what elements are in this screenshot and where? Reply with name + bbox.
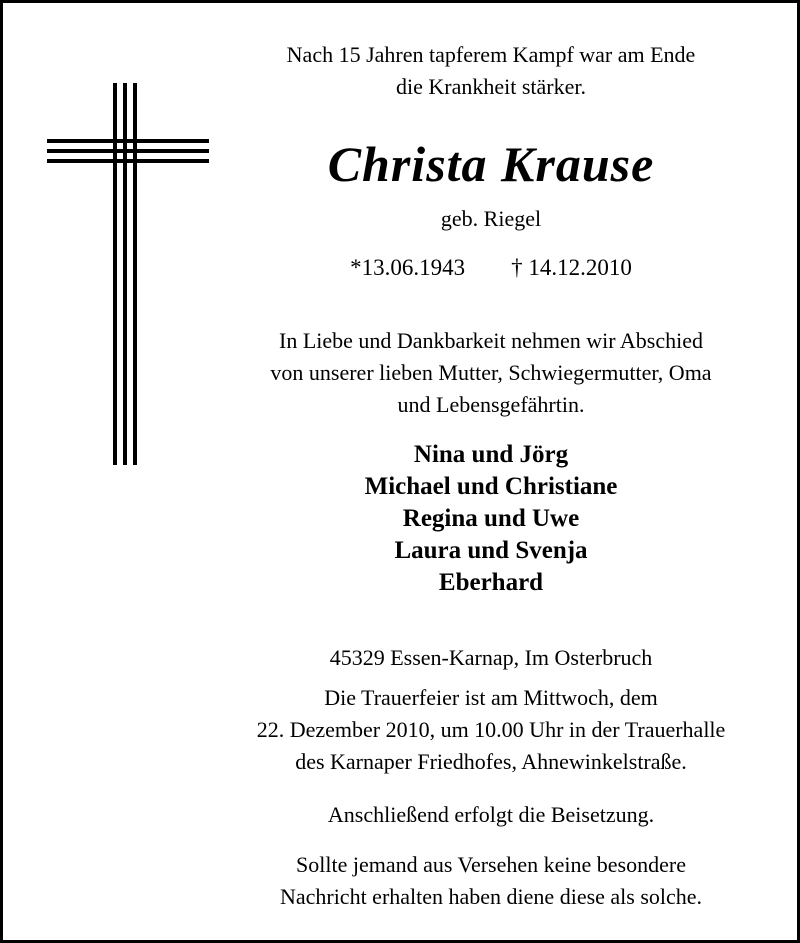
cross-icon [47,83,209,465]
deceased-name: Christa Krause [327,136,655,192]
intro-line: die Krankheit stärker. [396,74,586,99]
mourner: Michael und Christiane [364,473,618,500]
farewell-line: und Lebensgefährtin. [397,392,585,417]
birth-date: *13.06.1943 [350,255,466,280]
service-line: 22. Dezember 2010, um 10.00 Uhr in der Trauerhalle [256,717,726,742]
family-address: 45329 Essen-Karnap, Im Osterbruch [329,645,653,670]
mourners-list [191,439,791,599]
mourner: Nina und Jörg [413,441,569,468]
intro-text [191,39,791,103]
service-line: Die Trauerfeier ist am Mittwoch, dem [324,685,658,710]
service-line: des Karnaper Friedhofes, Ahnewinkelstraße. [295,749,687,774]
farewell-line: In Liebe und Dankbarkeit nehmen wir Abschied [279,328,703,353]
notification-note [191,849,791,913]
farewell-line: von unserer lieben Mutter, Schwiegermutter, Oma [270,360,712,385]
service-info [191,682,791,778]
death-date: † 14.12.2010 [511,255,632,280]
burial-info: Anschließend erfolgt die Beisetzung. [327,802,655,827]
mourner: Regina und Uwe [402,505,580,532]
life-dates [191,252,791,284]
note-line: Sollte jemand aus Versehen keine besondere [296,852,686,877]
mourner: Eberhard [438,569,544,596]
note-line: Nachricht erhalten haben diene diese als solche. [279,884,703,909]
maiden-name: geb. Riegel [440,206,542,231]
farewell-text [191,325,791,421]
mourner: Laura und Svenja [394,537,588,564]
intro-line: Nach 15 Jahren tapferem Kampf war am Ende [286,42,696,67]
